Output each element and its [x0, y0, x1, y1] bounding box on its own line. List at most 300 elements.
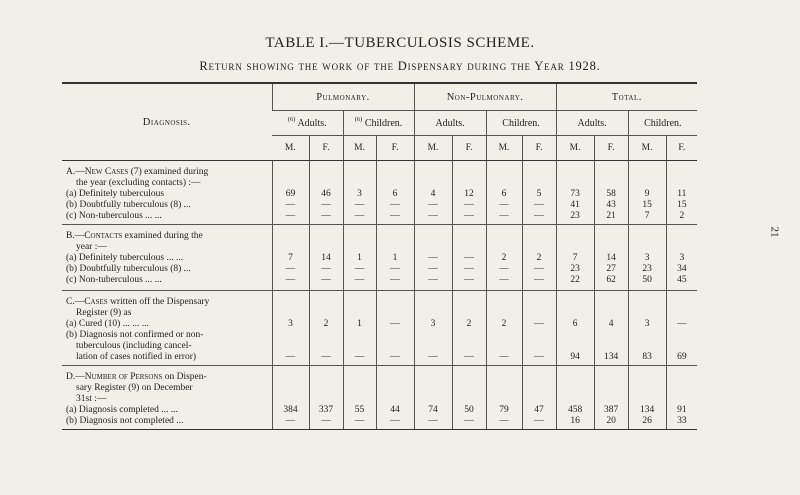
value-cell: —	[534, 416, 544, 426]
value-cell: 47	[534, 405, 544, 415]
value-cell: 2	[466, 319, 472, 329]
description-line: (a) Diagnosis completed ... ...	[66, 405, 178, 415]
value-cell	[273, 341, 309, 352]
value-cell: 7	[288, 253, 293, 263]
value-cell	[310, 383, 343, 394]
diagnosis-header: Diagnosis.	[62, 83, 272, 161]
value-cell: 6	[392, 189, 398, 199]
description-line: C.—Cases written off the Dispensary	[66, 297, 210, 307]
value-cell: —	[499, 200, 509, 210]
value-cell: —	[390, 264, 400, 274]
value-cell	[557, 341, 594, 352]
value-cell	[595, 178, 628, 189]
value-cell: 46	[321, 189, 331, 199]
value-cell	[523, 297, 556, 308]
value-column	[343, 225, 376, 291]
description-line: (a) Cured (10) ... ... ...	[66, 319, 149, 329]
value-cell: 73	[570, 189, 580, 199]
value-cell: —	[464, 416, 474, 426]
value-cell	[377, 383, 414, 394]
value-cell	[595, 231, 628, 242]
value-cell: —	[534, 264, 544, 274]
value-cell	[453, 297, 486, 308]
value-column	[414, 366, 452, 430]
value-column	[309, 225, 343, 291]
value-cell: —	[499, 352, 509, 362]
value-cell: 7	[644, 211, 650, 221]
col-m: M.	[343, 136, 376, 161]
pulmonary-adults-header: $^{(6)}$ Adults.	[272, 111, 343, 136]
value-cell	[523, 308, 556, 319]
value-cell	[310, 330, 343, 341]
value-column	[343, 161, 376, 225]
value-column	[376, 291, 414, 366]
col-m: M.	[628, 136, 666, 161]
value-cell: —	[534, 211, 544, 221]
value-cell	[377, 394, 414, 405]
non-pulmonary-header: Non-Pulmonary.	[414, 83, 556, 111]
value-cell	[595, 383, 628, 394]
non-pulmonary-adults-header: Adults.	[414, 111, 486, 136]
value-cell: 3	[644, 253, 650, 263]
value-cell: 4	[608, 319, 614, 329]
value-column	[666, 225, 697, 291]
value-cell	[523, 167, 556, 178]
value-cell	[310, 231, 343, 242]
description-line: 31st :—	[76, 394, 107, 404]
value-cell	[453, 372, 486, 383]
section-lead: Number of Persons	[84, 372, 163, 382]
value-cell: 16	[570, 416, 580, 426]
value-cell: —	[390, 352, 400, 362]
value-column	[309, 366, 343, 430]
value-cell	[415, 330, 452, 341]
value-cell: —	[285, 352, 296, 362]
value-cell: 69	[285, 189, 296, 199]
value-cell	[557, 330, 594, 341]
value-column	[628, 225, 666, 291]
value-cell: —	[354, 200, 365, 210]
value-cell	[629, 394, 666, 405]
value-cell: 55	[354, 405, 365, 415]
description-line: (c) Non-tuberculous ... ...	[66, 211, 162, 221]
value-column	[343, 291, 376, 366]
value-cell	[453, 330, 486, 341]
value-column	[486, 366, 522, 430]
value-cell	[557, 308, 594, 319]
value-cell	[629, 308, 666, 319]
value-column	[452, 366, 486, 430]
value-column	[272, 161, 309, 225]
value-cell: —	[464, 352, 474, 362]
value-cell: 34	[677, 264, 687, 274]
value-cell	[273, 242, 309, 253]
value-cell: —	[321, 416, 331, 426]
value-cell	[667, 178, 698, 189]
value-cell	[629, 167, 666, 178]
value-cell: 23	[570, 264, 580, 274]
value-cell	[377, 341, 414, 352]
value-cell	[557, 178, 594, 189]
value-cell: —	[321, 200, 331, 210]
value-cell: 2	[536, 253, 542, 263]
value-cell: 69	[677, 352, 687, 362]
value-cell	[629, 297, 666, 308]
value-cell	[310, 394, 343, 405]
col-m: M.	[414, 136, 452, 161]
value-cell	[273, 167, 309, 178]
value-column	[666, 291, 697, 366]
value-cell: 9	[644, 189, 650, 199]
value-cell	[344, 297, 376, 308]
value-cell: 15	[677, 200, 687, 210]
value-cell	[557, 372, 594, 383]
value-cell: 1	[357, 253, 362, 263]
value-column	[594, 161, 628, 225]
value-cell: —	[321, 275, 331, 285]
value-cell: 3	[679, 253, 685, 263]
value-cell	[487, 383, 522, 394]
value-cell	[415, 308, 452, 319]
section-row	[62, 366, 697, 430]
value-column	[376, 366, 414, 430]
value-cell: —	[285, 264, 296, 274]
value-cell	[557, 167, 594, 178]
value-cell: —	[428, 275, 438, 285]
value-cell: 2	[679, 211, 685, 221]
value-cell	[415, 231, 452, 242]
value-cell: 2	[501, 319, 507, 329]
value-column	[628, 161, 666, 225]
description-line: (b) Diagnosis not completed ...	[66, 416, 184, 426]
value-cell	[595, 341, 628, 352]
value-cell	[344, 231, 376, 242]
value-cell: 23	[570, 211, 580, 221]
value-column	[594, 291, 628, 366]
value-cell	[667, 231, 698, 242]
value-cell: 12	[464, 189, 474, 199]
value-cell: —	[428, 416, 438, 426]
value-cell: —	[428, 253, 438, 263]
description-line: lation of cases notified in error)	[76, 352, 197, 362]
value-cell	[487, 330, 522, 341]
value-cell: —	[390, 211, 400, 221]
value-column	[594, 366, 628, 430]
value-cell	[523, 231, 556, 242]
value-column	[309, 291, 343, 366]
value-cell: 134	[603, 352, 619, 362]
col-m: M.	[486, 136, 522, 161]
total-header: Total.	[556, 83, 697, 111]
description-line: Register (9) as	[76, 308, 132, 318]
value-cell	[415, 242, 452, 253]
description-line: (b) Doubtfully tuberculous (8) ...	[66, 264, 191, 274]
value-cell: 41	[570, 200, 580, 210]
value-column	[556, 225, 594, 291]
value-cell: —	[534, 275, 544, 285]
value-cell: 14	[321, 253, 331, 263]
value-cell	[629, 341, 666, 352]
value-cell	[667, 330, 698, 341]
value-cell: 94	[570, 352, 580, 362]
value-cell: —	[534, 319, 544, 329]
value-cell	[310, 242, 343, 253]
value-column	[414, 161, 452, 225]
value-cell	[344, 167, 376, 178]
value-cell: 134	[639, 405, 655, 415]
value-cell	[667, 308, 698, 319]
total-children-header: Children.	[628, 111, 697, 136]
value-column	[414, 291, 452, 366]
value-cell	[487, 372, 522, 383]
value-column	[666, 366, 697, 430]
value-cell	[344, 330, 376, 341]
value-cell: —	[354, 416, 365, 426]
value-cell: 3	[644, 319, 650, 329]
description-line: (a) Definitely tuberculous	[66, 189, 165, 199]
value-cell	[310, 178, 343, 189]
value-column	[452, 225, 486, 291]
col-f: F.	[594, 136, 628, 161]
value-column	[272, 366, 309, 430]
value-cell	[487, 242, 522, 253]
col-f: F.	[522, 136, 556, 161]
value-cell	[310, 167, 343, 178]
table-title: TABLE I.—TUBERCULOSIS SCHEME.	[265, 35, 535, 51]
value-cell: 50	[642, 275, 652, 285]
value-cell	[667, 383, 698, 394]
value-cell: —	[321, 211, 331, 221]
value-cell	[453, 341, 486, 352]
value-cell	[523, 242, 556, 253]
value-cell	[344, 178, 376, 189]
value-cell	[629, 372, 666, 383]
value-cell	[415, 394, 452, 405]
value-cell: 91	[677, 405, 687, 415]
value-cell: —	[464, 200, 474, 210]
description-line: (a) Definitely tuberculous ... ...	[66, 253, 184, 263]
value-cell: 62	[606, 275, 616, 285]
section-description	[62, 291, 272, 366]
value-cell: 3	[430, 319, 436, 329]
value-cell: —	[534, 352, 544, 362]
value-cell: —	[321, 352, 331, 362]
value-cell	[523, 372, 556, 383]
value-cell	[523, 178, 556, 189]
value-cell: —	[428, 200, 438, 210]
value-cell: 22	[570, 275, 580, 285]
value-column	[594, 225, 628, 291]
col-f: F.	[309, 136, 343, 161]
description-line: B.—Contacts examined during the	[66, 231, 203, 241]
value-cell: —	[499, 275, 509, 285]
value-column	[556, 161, 594, 225]
col-m: M.	[272, 136, 309, 161]
description-line: D.—Number of Persons on Dispen-	[66, 372, 207, 382]
value-cell	[487, 178, 522, 189]
value-cell: —	[321, 264, 331, 274]
value-cell: —	[428, 211, 438, 221]
header-row-groups	[62, 83, 697, 111]
page-number: 21	[768, 226, 781, 238]
non-pulmonary-children-header: Children.	[486, 111, 556, 136]
value-cell: —	[354, 275, 365, 285]
value-column	[522, 366, 556, 430]
value-cell: —	[390, 319, 400, 329]
value-cell	[273, 231, 309, 242]
value-cell	[595, 167, 628, 178]
value-cell: 7	[572, 253, 578, 263]
value-cell: 45	[677, 275, 687, 285]
value-cell: —	[499, 264, 509, 274]
value-cell: —	[354, 264, 365, 274]
value-cell	[629, 383, 666, 394]
value-cell: 79	[499, 405, 509, 415]
value-cell: 27	[606, 264, 616, 274]
value-cell	[415, 297, 452, 308]
value-column	[309, 161, 343, 225]
value-column	[522, 225, 556, 291]
description-line: tuberculous (including cancel-	[76, 341, 192, 351]
value-cell: 33	[677, 416, 687, 426]
value-cell: 387	[603, 405, 619, 415]
value-cell	[523, 341, 556, 352]
value-cell	[487, 231, 522, 242]
section-row	[62, 161, 697, 225]
value-cell: 5	[536, 189, 542, 199]
section-row	[62, 291, 697, 366]
value-cell	[557, 231, 594, 242]
value-cell: 4	[430, 189, 436, 199]
value-cell	[595, 372, 628, 383]
value-cell: 43	[606, 200, 616, 210]
value-cell	[595, 308, 628, 319]
value-cell: 384	[283, 405, 298, 415]
value-cell	[523, 330, 556, 341]
value-cell	[377, 178, 414, 189]
value-cell: —	[428, 264, 438, 274]
value-cell: 20	[606, 416, 616, 426]
value-cell	[667, 394, 698, 405]
value-cell: —	[285, 211, 296, 221]
value-cell	[377, 297, 414, 308]
value-column	[486, 161, 522, 225]
section-description	[62, 225, 272, 291]
value-cell	[453, 231, 486, 242]
value-cell	[273, 308, 309, 319]
value-cell: 74	[428, 405, 438, 415]
value-cell	[310, 297, 343, 308]
value-cell: —	[390, 200, 400, 210]
value-cell	[453, 394, 486, 405]
value-column	[486, 225, 522, 291]
value-cell	[377, 372, 414, 383]
total-adults-header: Adults.	[556, 111, 628, 136]
value-cell	[487, 394, 522, 405]
value-cell: 26	[642, 416, 652, 426]
value-cell	[629, 242, 666, 253]
value-cell: —	[390, 275, 400, 285]
value-cell: 337	[318, 405, 334, 415]
section-lead: New Cases	[84, 167, 129, 177]
description-line: sary Register (9) on December	[76, 383, 193, 393]
value-cell	[629, 231, 666, 242]
col-f: F.	[666, 136, 697, 161]
value-cell	[557, 383, 594, 394]
value-column	[486, 291, 522, 366]
table-subtitle: Return showing the work of the Dispensary during the Year 1928.	[199, 59, 601, 73]
value-column	[628, 366, 666, 430]
value-cell: 50	[464, 405, 474, 415]
value-cell	[453, 308, 486, 319]
tuberculosis-table	[62, 82, 697, 430]
value-column	[452, 291, 486, 366]
value-cell: 3	[288, 319, 293, 329]
value-column	[666, 161, 697, 225]
value-column	[414, 225, 452, 291]
value-cell	[273, 372, 309, 383]
value-cell	[595, 330, 628, 341]
value-cell	[415, 383, 452, 394]
value-cell: —	[354, 211, 365, 221]
section-lead: Cases	[84, 297, 108, 307]
value-cell: 44	[390, 405, 400, 415]
value-cell	[487, 297, 522, 308]
value-cell	[557, 297, 594, 308]
value-cell: —	[285, 416, 296, 426]
value-cell	[377, 167, 414, 178]
value-cell	[453, 167, 486, 178]
value-cell	[273, 394, 309, 405]
value-cell: 2	[501, 253, 507, 263]
value-cell: 11	[677, 189, 687, 199]
value-cell	[667, 297, 698, 308]
value-cell	[595, 394, 628, 405]
value-cell	[273, 178, 309, 189]
value-cell: —	[464, 264, 474, 274]
value-cell	[415, 372, 452, 383]
value-cell	[667, 341, 698, 352]
value-cell: 21	[606, 211, 616, 221]
table-body	[62, 161, 697, 430]
value-cell: —	[499, 416, 509, 426]
description-line: (b) Diagnosis not confirmed or non-	[66, 330, 204, 340]
value-column	[376, 225, 414, 291]
value-cell	[557, 242, 594, 253]
value-cell: —	[390, 416, 400, 426]
value-cell	[557, 394, 594, 405]
value-column	[272, 291, 309, 366]
value-cell: 6	[572, 319, 578, 329]
value-cell	[595, 242, 628, 253]
value-cell	[629, 330, 666, 341]
value-cell	[310, 341, 343, 352]
value-column	[376, 161, 414, 225]
value-cell	[453, 178, 486, 189]
value-cell	[344, 372, 376, 383]
value-cell	[453, 383, 486, 394]
value-column	[452, 161, 486, 225]
value-cell: 458	[567, 405, 583, 415]
value-cell	[377, 242, 414, 253]
value-column	[272, 225, 309, 291]
value-cell	[667, 167, 698, 178]
value-cell	[273, 383, 309, 394]
value-cell	[629, 178, 666, 189]
value-cell: 6	[501, 189, 507, 199]
value-cell	[344, 341, 376, 352]
value-cell	[415, 341, 452, 352]
